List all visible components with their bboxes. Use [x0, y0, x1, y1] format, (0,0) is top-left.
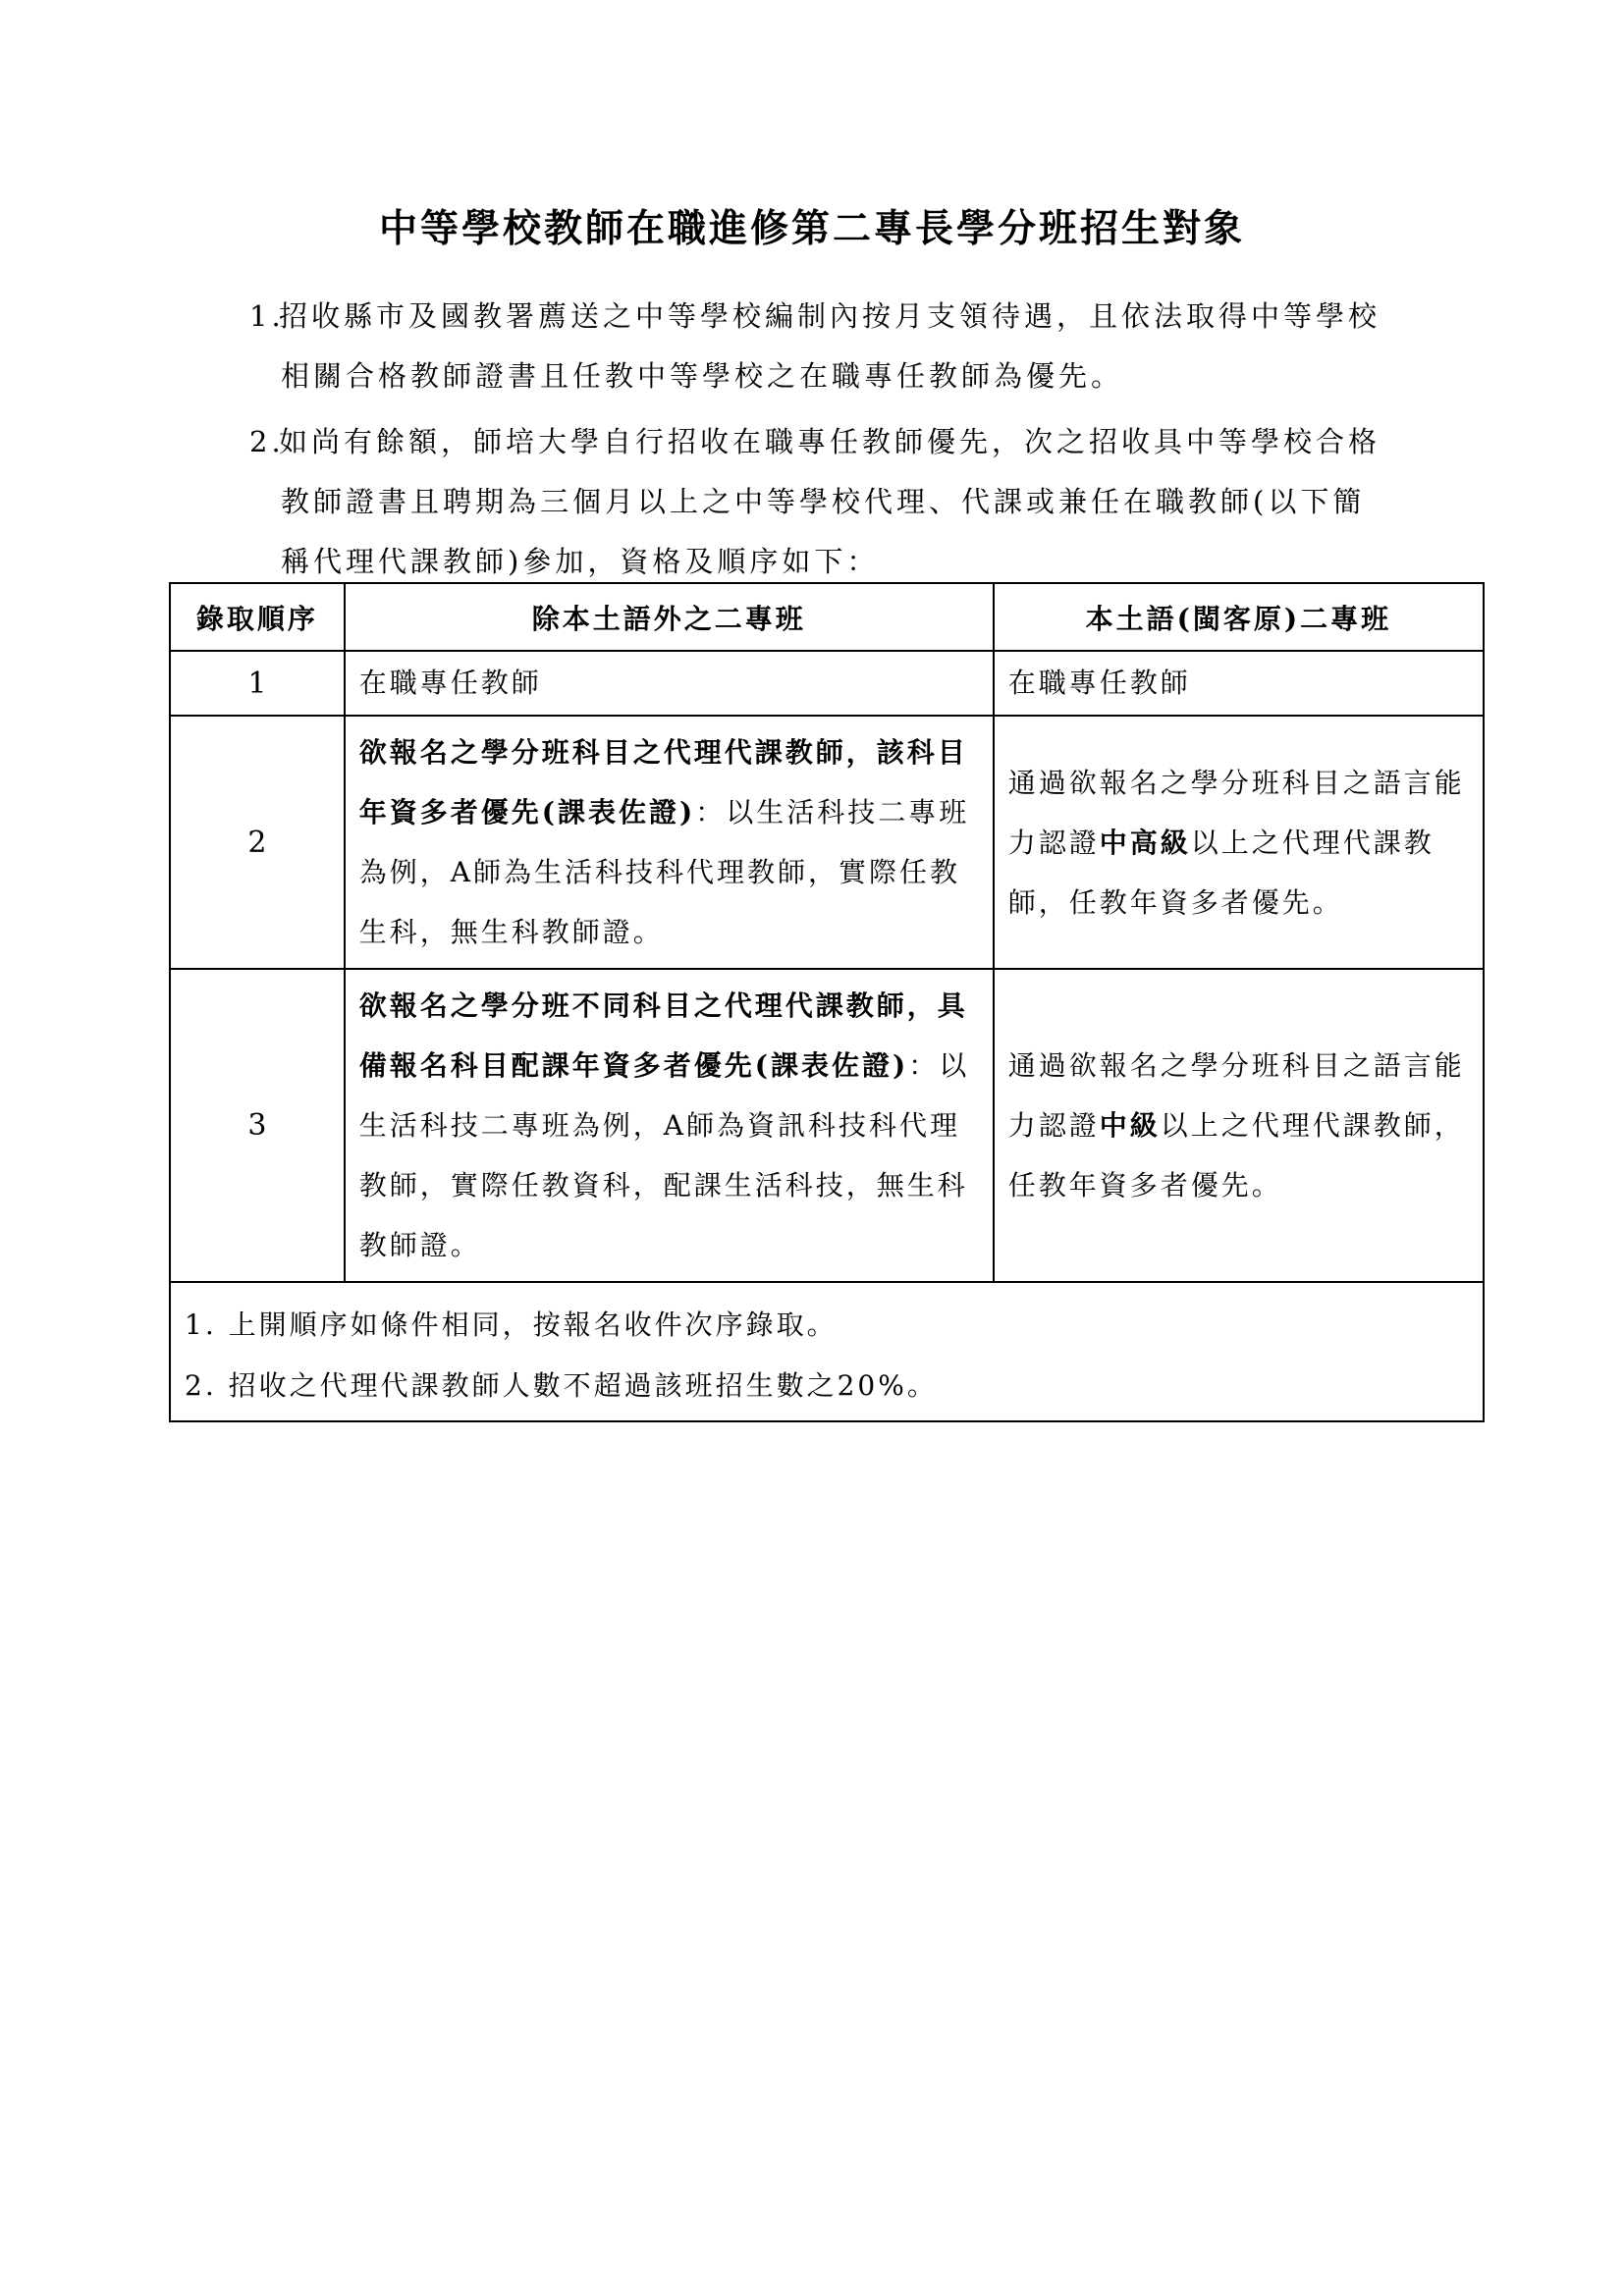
document-title: 中等學校教師在職進修第二專長學分班招生對象	[378, 206, 1245, 251]
header-native-language-class: 本土語(閩客原)二專班	[994, 583, 1484, 651]
note-2: 2. 招收之代理代課教師人數不超過該班招生數之20%。	[185, 1369, 938, 1402]
paragraph-1-text-1: 招收縣市及國教署薦送之中等學校編制內按月支領待遇，且依法取得中等學校	[279, 299, 1381, 333]
table-row	[170, 716, 1484, 969]
table-row	[170, 969, 1484, 1282]
native-language-class-cell: 在職專任教師	[994, 651, 1484, 716]
general-class-cell: 欲報名之學分班不同科目之代理代課教師，具備報名科目配課年資多者優先(課表佐證)：以生活科技二專班為例，A師為資訊科技科代理教師，實際任教資科，配課生活科技，無生科教師證。	[345, 969, 994, 1282]
paragraph-2-text-1: 如尚有餘額，師培大學自行招收在職專任教師優先，次之招收具中等學校合格	[279, 425, 1381, 458]
paragraph-2-number: 2.	[249, 425, 285, 458]
header-order: 錄取順序	[170, 583, 345, 651]
paragraph-2-line-2: 教師證書且聘期為三個月以上之中等學校代理、代課或兼任在職教師(以下簡	[281, 485, 1366, 518]
order-cell: 2	[170, 716, 345, 969]
paragraph-1-line-2: 相關合格教師證書且任教中等學校之在職專任教師為優先。	[281, 359, 1124, 393]
paragraph-2-line-3: 稱代理代課教師)參加，資格及順序如下：	[281, 545, 880, 578]
native-language-class-cell: 通過欲報名之學分班科目之語言能力認證中高級以上之代理代課教師，任教年資多者優先。	[994, 716, 1484, 969]
table-header-row	[170, 583, 1484, 651]
general-class-cell: 欲報名之學分班科目之代理代課教師，該科目年資多者優先(課表佐證)：以生活科技二專班為例，A師為生活科技科代理教師，實際任教生科，無生科教師證。	[345, 716, 994, 969]
general-class-cell: 在職專任教師	[345, 651, 994, 716]
order-cell: 1	[170, 651, 345, 716]
header-general-class: 除本土語外之二專班	[345, 583, 994, 651]
paragraph-2-line-1	[249, 412, 1388, 472]
notes-cell	[170, 1282, 1484, 1421]
table-row	[170, 651, 1484, 716]
paragraph-1-number: 1.	[249, 299, 285, 333]
table-notes-row	[170, 1282, 1484, 1421]
paragraph-1-line-1	[249, 287, 1388, 347]
paragraph-1	[249, 287, 1388, 406]
native-language-class-cell: 通過欲報名之學分班科目之語言能力認證中級以上之代理代課教師，任教年資多者優先。	[994, 969, 1484, 1282]
admission-order-table	[169, 582, 1485, 1422]
order-cell: 3	[170, 969, 345, 1282]
note-1: 1. 上開順序如條件相同，按報名收件次序錄取。	[185, 1308, 838, 1341]
paragraph-2	[249, 412, 1388, 592]
